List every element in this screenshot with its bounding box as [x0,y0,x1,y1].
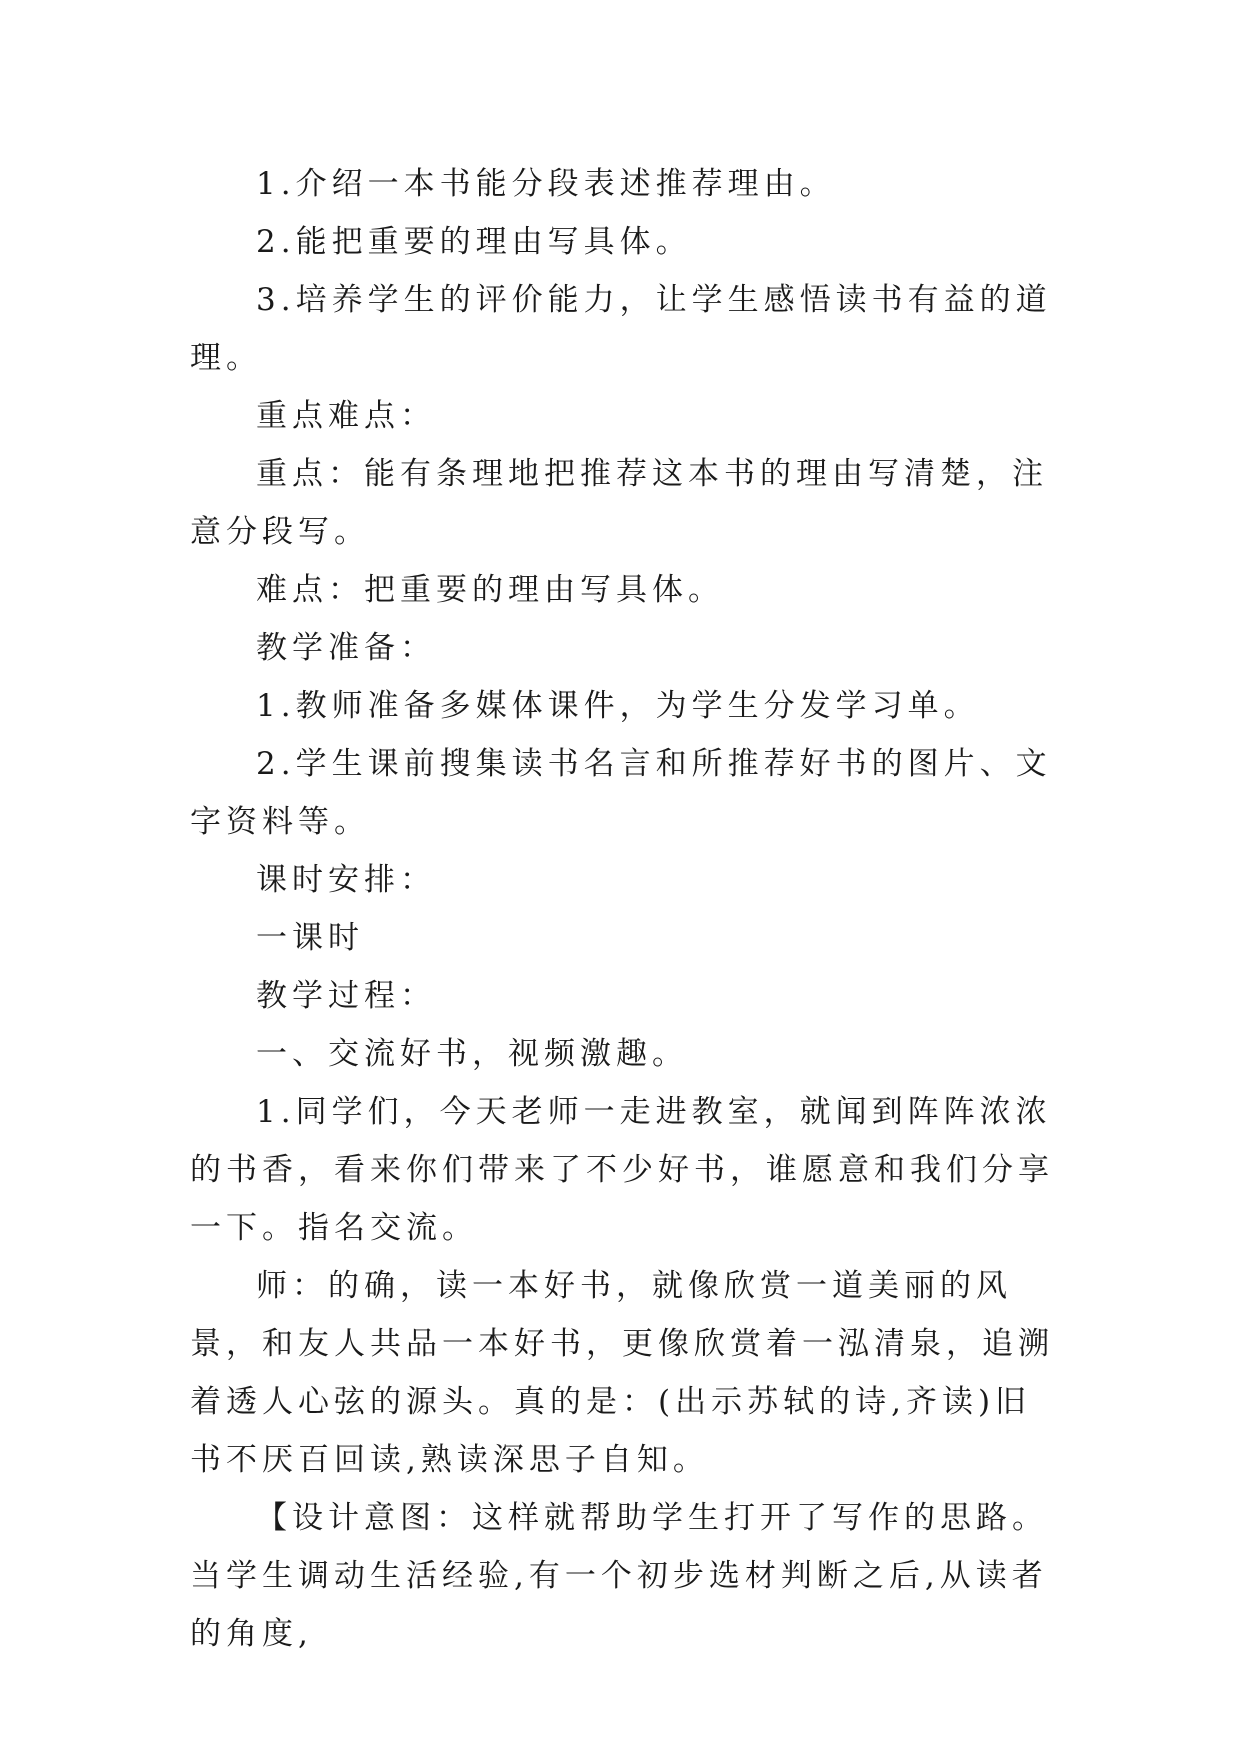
step-1-paragraph: 1.同学们，今天老师一走进教室，就闻到阵阵浓浓的书香，看来你们带来了不少好书，谁愿意和我们分享一下。指名交流。 [190,1094,1054,1246]
schedule-heading: 课时安排： [256,862,436,898]
step-1-heading: 一、交流好书，视频激趣。 [256,1036,688,1072]
key-point: 重点：能有条理地把推荐这本书的理由写清楚，注意分段写。 [190,456,1048,550]
preparation-heading: 教学准备： [256,630,436,666]
teacher-paragraph: 师：的确，读一本好书，就像欣赏一道美丽的风景，和友人共品一本好书，更像欣赏着一泓清泉，追溯着透人心弦的源头。真的是：(出示苏轼的诗,齐读)旧书不厌百回读,熟读深思子自知。 [190,1268,1054,1478]
key-points-heading: 重点难点： [256,398,436,434]
design-intent-paragraph: 【设计意图：这样就帮助学生打开了写作的思路。当学生调动生活经验,有一个初步选材判断之后,从读者的角度, [190,1500,1048,1652]
difficult-point: 难点：把重要的理由写具体。 [256,572,724,608]
schedule-value: 一课时 [256,920,364,956]
objective-1: 1.介绍一本书能分段表述推荐理由。 [256,166,836,202]
document-body [190,155,1060,1663]
preparation-2: 2.学生课前搜集读书名言和所推荐好书的图片、文字资料等。 [190,746,1052,840]
objective-2: 2.能把重要的理由写具体。 [256,224,692,260]
process-heading: 教学过程： [256,978,436,1014]
preparation-1: 1.教师准备多媒体课件，为学生分发学习单。 [256,688,980,724]
objective-3: 3.培养学生的评价能力，让学生感悟读书有益的道理。 [190,282,1052,376]
